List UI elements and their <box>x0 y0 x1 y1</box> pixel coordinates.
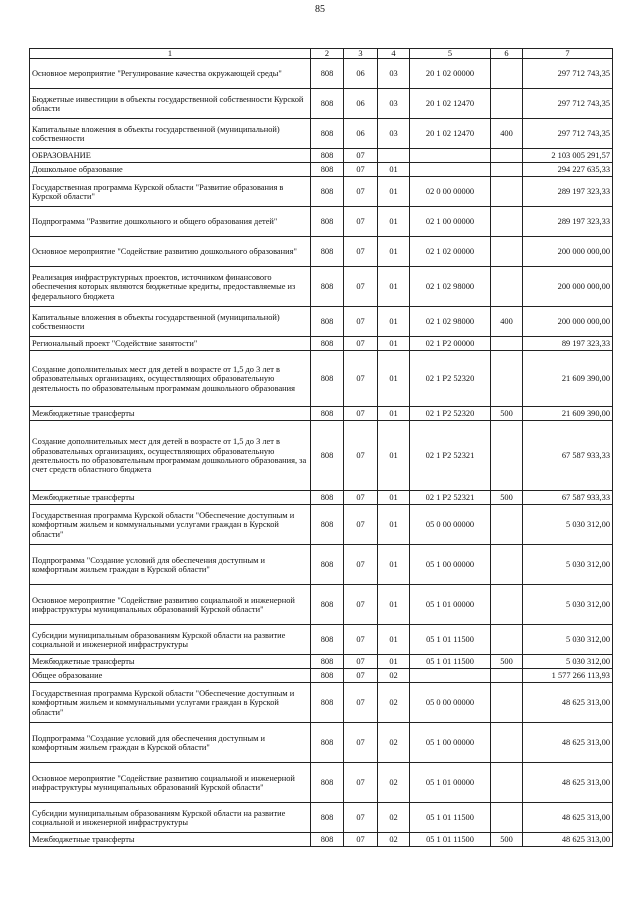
cell-target-article <box>410 163 491 177</box>
cell-subsection-code <box>378 149 410 163</box>
cell-section-code: 07 <box>344 177 378 207</box>
row-name: Подпрограмма "Создание условий для обеспечения доступным и комфортным жильем граждан в Курской области" <box>30 723 311 763</box>
column-header: 5 <box>410 49 491 59</box>
cell-target-article: 05 1 00 00000 <box>410 545 491 585</box>
column-number-row <box>30 49 613 59</box>
cell-amount: 48 625 313,00 <box>523 833 613 847</box>
cell-target-article <box>410 149 491 163</box>
cell-ministry-code: 808 <box>311 207 344 237</box>
cell-expense-type <box>491 545 523 585</box>
table-row <box>30 237 613 267</box>
row-name: Капитальные вложения в объекты государственной (муниципальной) собственности <box>30 307 311 337</box>
cell-target-article: 20 1 02 00000 <box>410 59 491 89</box>
budget-table <box>29 48 613 847</box>
cell-ministry-code: 808 <box>311 59 344 89</box>
cell-expense-type <box>491 237 523 267</box>
cell-amount: 48 625 313,00 <box>523 723 613 763</box>
cell-section-code: 07 <box>344 351 378 407</box>
table-row <box>30 545 613 585</box>
cell-target-article <box>410 669 491 683</box>
cell-ministry-code: 808 <box>311 177 344 207</box>
table-row <box>30 59 613 89</box>
cell-section-code: 07 <box>344 237 378 267</box>
cell-target-article: 05 0 00 00000 <box>410 683 491 723</box>
cell-ministry-code: 808 <box>311 545 344 585</box>
cell-expense-type: 500 <box>491 491 523 505</box>
cell-section-code: 07 <box>344 545 378 585</box>
row-name: Региональный проект "Содействие занятости" <box>30 337 311 351</box>
cell-section-code: 07 <box>344 625 378 655</box>
cell-section-code: 07 <box>344 669 378 683</box>
cell-section-code: 07 <box>344 491 378 505</box>
cell-amount: 5 030 312,00 <box>523 655 613 669</box>
cell-subsection-code: 01 <box>378 505 410 545</box>
cell-ministry-code: 808 <box>311 89 344 119</box>
cell-section-code: 06 <box>344 89 378 119</box>
cell-subsection-code: 01 <box>378 307 410 337</box>
cell-subsection-code: 02 <box>378 683 410 723</box>
column-header: 2 <box>311 49 344 59</box>
column-header: 4 <box>378 49 410 59</box>
cell-target-article: 05 1 00 00000 <box>410 723 491 763</box>
cell-target-article: 05 0 00 00000 <box>410 505 491 545</box>
cell-expense-type <box>491 803 523 833</box>
cell-amount: 48 625 313,00 <box>523 803 613 833</box>
cell-ministry-code: 808 <box>311 763 344 803</box>
table-row <box>30 149 613 163</box>
cell-subsection-code: 01 <box>378 337 410 351</box>
cell-subsection-code: 01 <box>378 207 410 237</box>
cell-expense-type <box>491 207 523 237</box>
cell-section-code: 07 <box>344 307 378 337</box>
cell-ministry-code: 808 <box>311 655 344 669</box>
table-row <box>30 351 613 407</box>
row-name: Подпрограмма "Развитие дошкольного и общего образования детей" <box>30 207 311 237</box>
cell-target-article: 02 0 00 00000 <box>410 177 491 207</box>
cell-subsection-code: 03 <box>378 119 410 149</box>
cell-expense-type <box>491 421 523 491</box>
cell-ministry-code: 808 <box>311 119 344 149</box>
row-name: Дошкольное образование <box>30 163 311 177</box>
cell-expense-type <box>491 585 523 625</box>
cell-target-article: 20 1 02 12470 <box>410 119 491 149</box>
table-row <box>30 337 613 351</box>
cell-amount: 2 103 005 291,57 <box>523 149 613 163</box>
cell-expense-type <box>491 683 523 723</box>
table-row <box>30 177 613 207</box>
cell-amount: 5 030 312,00 <box>523 545 613 585</box>
table-row <box>30 655 613 669</box>
page-number: 85 <box>315 4 325 15</box>
cell-subsection-code: 01 <box>378 655 410 669</box>
table-row <box>30 421 613 491</box>
row-name: Субсидии муниципальным образованиям Курской области на развитие социальной и инженерной инфраструктуры <box>30 625 311 655</box>
cell-ministry-code: 808 <box>311 669 344 683</box>
row-name: Основное мероприятие "Содействие развитию дошкольного образования" <box>30 237 311 267</box>
cell-expense-type: 400 <box>491 119 523 149</box>
row-name: Основное мероприятие "Содействие развитию социальной и инженерной инфраструктуры муниципальных образований Курской области" <box>30 585 311 625</box>
cell-amount: 289 197 323,33 <box>523 207 613 237</box>
cell-subsection-code: 01 <box>378 491 410 505</box>
cell-target-article: 05 1 01 00000 <box>410 763 491 803</box>
row-name: Бюджетные инвестиции в объекты государственной собственности Курской области <box>30 89 311 119</box>
cell-expense-type <box>491 177 523 207</box>
cell-expense-type <box>491 59 523 89</box>
cell-section-code: 07 <box>344 723 378 763</box>
cell-ministry-code: 808 <box>311 683 344 723</box>
row-name: Реализация инфраструктурных проектов, источником финансового обеспечения которых являются бюджетные кредиты, предоставляемые из федерального бюджета <box>30 267 311 307</box>
cell-subsection-code: 01 <box>378 351 410 407</box>
cell-amount: 294 227 635,33 <box>523 163 613 177</box>
table-row <box>30 307 613 337</box>
cell-ministry-code: 808 <box>311 307 344 337</box>
column-header: 7 <box>523 49 613 59</box>
cell-amount: 21 609 390,00 <box>523 351 613 407</box>
cell-subsection-code: 02 <box>378 669 410 683</box>
cell-subsection-code: 01 <box>378 585 410 625</box>
table-row <box>30 723 613 763</box>
table-row <box>30 683 613 723</box>
cell-target-article: 02 1 02 98000 <box>410 267 491 307</box>
cell-target-article: 05 1 01 11500 <box>410 803 491 833</box>
table-row <box>30 669 613 683</box>
row-name: ОБРАЗОВАНИЕ <box>30 149 311 163</box>
cell-target-article: 02 1 02 98000 <box>410 307 491 337</box>
cell-section-code: 07 <box>344 833 378 847</box>
table-row <box>30 119 613 149</box>
row-name: Государственная программа Курской области "Обеспечение доступным и комфортным жильем и коммунальными услугами граждан в Курской области" <box>30 683 311 723</box>
cell-target-article: 05 1 01 11500 <box>410 625 491 655</box>
cell-section-code: 07 <box>344 421 378 491</box>
row-name: Создание дополнительных мест для детей в возрасте от 1,5 до 3 лет в образовательных организациях, осуществляющих образовательную деятельность по образовательным программам дошкольного образования, за счет средств областного бюджета <box>30 421 311 491</box>
cell-section-code: 07 <box>344 585 378 625</box>
table-row <box>30 89 613 119</box>
cell-amount: 297 712 743,35 <box>523 89 613 119</box>
row-name: Межбюджетные трансферты <box>30 655 311 669</box>
table-row <box>30 491 613 505</box>
cell-amount: 5 030 312,00 <box>523 585 613 625</box>
table-row <box>30 833 613 847</box>
cell-ministry-code: 808 <box>311 723 344 763</box>
cell-section-code: 07 <box>344 267 378 307</box>
row-name: Капитальные вложения в объекты государственной (муниципальной) собственности <box>30 119 311 149</box>
cell-expense-type: 400 <box>491 307 523 337</box>
cell-subsection-code: 02 <box>378 723 410 763</box>
cell-expense-type <box>491 763 523 803</box>
cell-target-article: 02 1 P2 52321 <box>410 491 491 505</box>
cell-section-code: 06 <box>344 119 378 149</box>
cell-expense-type <box>491 337 523 351</box>
row-name: Основное мероприятие "Регулирование качества окружающей среды" <box>30 59 311 89</box>
cell-amount: 289 197 323,33 <box>523 177 613 207</box>
cell-expense-type <box>491 505 523 545</box>
cell-subsection-code: 01 <box>378 163 410 177</box>
row-name: Межбюджетные трансферты <box>30 407 311 421</box>
cell-amount: 200 000 000,00 <box>523 307 613 337</box>
table-row <box>30 267 613 307</box>
cell-amount: 297 712 743,35 <box>523 59 613 89</box>
cell-amount: 21 609 390,00 <box>523 407 613 421</box>
cell-section-code: 07 <box>344 683 378 723</box>
row-name: Межбюджетные трансферты <box>30 491 311 505</box>
cell-subsection-code: 03 <box>378 89 410 119</box>
cell-ministry-code: 808 <box>311 337 344 351</box>
cell-expense-type: 500 <box>491 407 523 421</box>
cell-section-code: 07 <box>344 337 378 351</box>
row-name: Субсидии муниципальным образованиям Курской области на развитие социальной и инженерной инфраструктуры <box>30 803 311 833</box>
cell-target-article: 05 1 01 00000 <box>410 585 491 625</box>
cell-ministry-code: 808 <box>311 625 344 655</box>
cell-ministry-code: 808 <box>311 237 344 267</box>
cell-section-code: 07 <box>344 163 378 177</box>
cell-expense-type <box>491 669 523 683</box>
table-row <box>30 625 613 655</box>
cell-ministry-code: 808 <box>311 149 344 163</box>
cell-subsection-code: 01 <box>378 237 410 267</box>
cell-amount: 5 030 312,00 <box>523 625 613 655</box>
cell-section-code: 07 <box>344 763 378 803</box>
table-row <box>30 407 613 421</box>
row-name: Государственная программа Курской области "Обеспечение доступным и комфортным жильем и коммунальными услугами граждан в Курской области" <box>30 505 311 545</box>
cell-ministry-code: 808 <box>311 267 344 307</box>
cell-ministry-code: 808 <box>311 421 344 491</box>
cell-amount: 200 000 000,00 <box>523 267 613 307</box>
table-row <box>30 585 613 625</box>
cell-expense-type: 500 <box>491 655 523 669</box>
cell-ministry-code: 808 <box>311 351 344 407</box>
cell-expense-type: 500 <box>491 833 523 847</box>
cell-subsection-code: 01 <box>378 421 410 491</box>
column-header: 3 <box>344 49 378 59</box>
cell-expense-type <box>491 267 523 307</box>
cell-section-code: 07 <box>344 505 378 545</box>
cell-subsection-code: 02 <box>378 763 410 803</box>
cell-target-article: 02 1 P2 52320 <box>410 351 491 407</box>
cell-expense-type <box>491 163 523 177</box>
cell-target-article: 20 1 02 12470 <box>410 89 491 119</box>
table-row <box>30 505 613 545</box>
row-name: Подпрограмма "Создание условий для обеспечения доступным и комфортным жильем граждан в Курской области" <box>30 545 311 585</box>
row-name: Государственная программа Курской области "Развитие образования в Курской области" <box>30 177 311 207</box>
cell-expense-type <box>491 625 523 655</box>
cell-section-code: 07 <box>344 655 378 669</box>
cell-ministry-code: 808 <box>311 163 344 177</box>
cell-section-code: 06 <box>344 59 378 89</box>
cell-amount: 48 625 313,00 <box>523 683 613 723</box>
row-name: Создание дополнительных мест для детей в возрасте от 1,5 до 3 лет в образовательных организациях, осуществляющих образовательную деятельность по образовательным программам дошкольного образования <box>30 351 311 407</box>
table-row <box>30 163 613 177</box>
cell-target-article: 05 1 01 11500 <box>410 833 491 847</box>
cell-subsection-code: 01 <box>378 267 410 307</box>
cell-target-article: 02 1 02 00000 <box>410 237 491 267</box>
column-header: 1 <box>30 49 311 59</box>
cell-expense-type <box>491 149 523 163</box>
cell-amount: 5 030 312,00 <box>523 505 613 545</box>
cell-expense-type <box>491 351 523 407</box>
cell-amount: 67 587 933,33 <box>523 491 613 505</box>
cell-amount: 297 712 743,35 <box>523 119 613 149</box>
cell-subsection-code: 01 <box>378 545 410 585</box>
cell-target-article: 02 1 00 00000 <box>410 207 491 237</box>
cell-subsection-code: 01 <box>378 407 410 421</box>
cell-target-article: 02 1 P2 00000 <box>410 337 491 351</box>
cell-section-code: 07 <box>344 407 378 421</box>
cell-ministry-code: 808 <box>311 585 344 625</box>
cell-section-code: 07 <box>344 803 378 833</box>
cell-ministry-code: 808 <box>311 407 344 421</box>
column-header: 6 <box>491 49 523 59</box>
row-name: Межбюджетные трансферты <box>30 833 311 847</box>
cell-subsection-code: 02 <box>378 803 410 833</box>
cell-subsection-code: 01 <box>378 177 410 207</box>
cell-subsection-code: 02 <box>378 833 410 847</box>
cell-amount: 48 625 313,00 <box>523 763 613 803</box>
table-row <box>30 763 613 803</box>
cell-target-article: 02 1 P2 52320 <box>410 407 491 421</box>
cell-ministry-code: 808 <box>311 803 344 833</box>
row-name: Основное мероприятие "Содействие развитию социальной и инженерной инфраструктуры муниципальных образований Курской области" <box>30 763 311 803</box>
cell-amount: 67 587 933,33 <box>523 421 613 491</box>
cell-ministry-code: 808 <box>311 491 344 505</box>
cell-amount: 89 197 323,33 <box>523 337 613 351</box>
cell-ministry-code: 808 <box>311 833 344 847</box>
cell-expense-type <box>491 723 523 763</box>
row-name: Общее образование <box>30 669 311 683</box>
cell-target-article: 05 1 01 11500 <box>410 655 491 669</box>
cell-ministry-code: 808 <box>311 505 344 545</box>
cell-amount: 200 000 000,00 <box>523 237 613 267</box>
cell-subsection-code: 03 <box>378 59 410 89</box>
cell-amount: 1 577 266 113,93 <box>523 669 613 683</box>
table-row <box>30 803 613 833</box>
cell-subsection-code: 01 <box>378 625 410 655</box>
cell-section-code: 07 <box>344 149 378 163</box>
cell-section-code: 07 <box>344 207 378 237</box>
table-row <box>30 207 613 237</box>
cell-target-article: 02 1 P2 52321 <box>410 421 491 491</box>
cell-expense-type <box>491 89 523 119</box>
